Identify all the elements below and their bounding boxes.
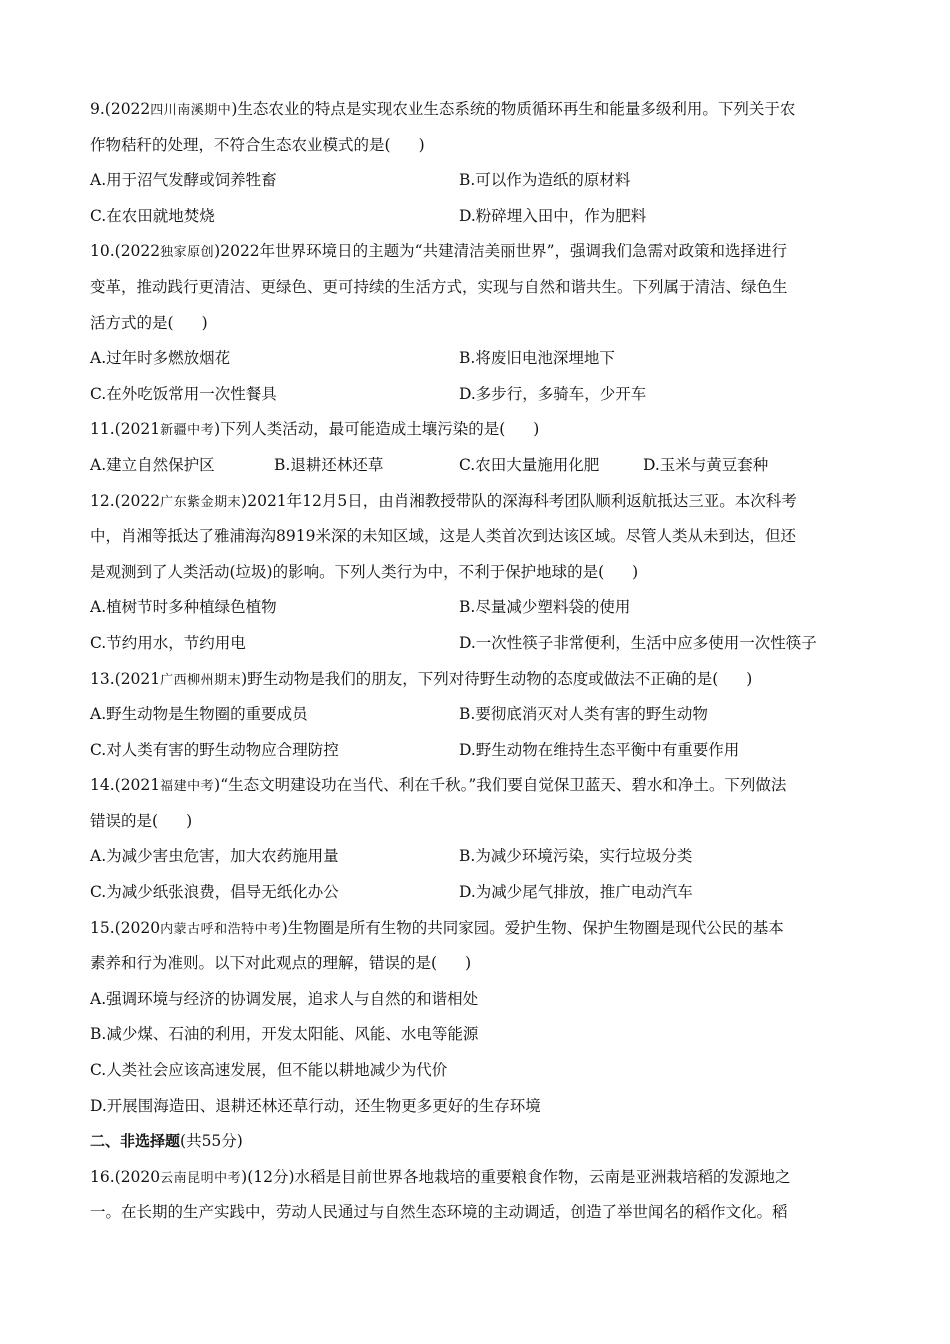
q12-bracket-close: ) bbox=[632, 562, 639, 581]
q13-source: 广西柳州期末 bbox=[160, 672, 242, 688]
q9-bracket-close: ) bbox=[418, 135, 425, 154]
q9-stem-text1: )生态农业的特点是实现农业生态系统的物质循环再生和能量多级利用。下列关于农 bbox=[231, 100, 796, 118]
q9-stem-line2 bbox=[90, 128, 860, 164]
q15-option-d-line bbox=[90, 1089, 860, 1125]
q10-stem-line2 bbox=[90, 270, 860, 306]
q13-stem-line1 bbox=[90, 662, 860, 698]
q10-options-row2 bbox=[90, 377, 860, 413]
q13-options-row1 bbox=[90, 697, 860, 733]
q15-option-d: D.开展围海造田、退耕还林还草行动，还生物更多更好的生存环境 bbox=[90, 1096, 541, 1115]
q15-option-c: C.人类社会应该高速发展，但不能以耕地减少为代价 bbox=[90, 1061, 448, 1080]
q13-option-a: A.野生动物是生物圈的重要成员 bbox=[90, 705, 308, 724]
q14-stem-line1 bbox=[90, 768, 860, 804]
q9-stem-text2: 作物秸秆的处理，不符合生态农业模式的是( bbox=[90, 135, 391, 154]
q15-option-c-line bbox=[90, 1053, 860, 1089]
q16-source: 云南昆明中考 bbox=[160, 1170, 242, 1186]
q10-options-row1 bbox=[90, 341, 860, 377]
q10-stem-line3 bbox=[90, 306, 860, 342]
q11-stem-text1: )下列人类活动，最可能造成土壤污染的是( bbox=[214, 420, 506, 439]
q13-number: 13.(2021 bbox=[90, 669, 161, 688]
q11-options-row bbox=[90, 448, 860, 484]
q12-options-row1 bbox=[90, 590, 860, 626]
q10-option-c: C.在外吃饭常用一次性餐具 bbox=[90, 384, 277, 403]
q11-option-b: B.退耕还林还草 bbox=[274, 455, 384, 474]
q15-option-b: B.减少煤、石油的利用，开发太阳能、风能、水电等能源 bbox=[90, 1025, 479, 1044]
q13-option-b: B.要彻底消灭对人类有害的野生动物 bbox=[459, 705, 708, 724]
q14-stem-text2: 错误的是( bbox=[90, 811, 159, 830]
q12-option-c: C.节约用水，节约用电 bbox=[90, 633, 246, 652]
q16-number: 16.(2020 bbox=[90, 1167, 161, 1186]
q14-option-d: D.为减少尾气排放，推广电动汽车 bbox=[459, 883, 693, 902]
q12-stem-text3: 是观测到了人类活动(垃圾)的影响。下列人类行为中，不利于保护地球的是( bbox=[90, 562, 605, 581]
q10-bracket-close: ) bbox=[201, 313, 208, 332]
q9-option-c: C.在农田就地焚烧 bbox=[90, 206, 215, 225]
q11-source: 新疆中考 bbox=[160, 423, 215, 439]
q15-source: 内蒙古呼和浩特中考 bbox=[160, 921, 282, 937]
q12-option-b: B.尽量减少塑料袋的使用 bbox=[459, 598, 631, 617]
q10-stem-text3: 活方式的是( bbox=[90, 313, 174, 332]
q16-stem-text2: 一。在长期的生产实践中，劳动人民通过与自然生态环境的主动调适，创造了举世闻名的稻作文化。稻 bbox=[90, 1203, 788, 1222]
q13-option-d: D.野生动物在维持生态平衡中有重要作用 bbox=[459, 740, 740, 759]
q12-stem-line2 bbox=[90, 519, 860, 555]
q14-source: 福建中考 bbox=[160, 779, 215, 795]
q14-stem-line2 bbox=[90, 804, 860, 840]
q15-number: 15.(2020 bbox=[90, 918, 161, 937]
q14-number: 14.(2021 bbox=[90, 776, 161, 795]
q9-option-a: A.用于沼气发酵或饲养牲畜 bbox=[90, 171, 277, 190]
q12-stem-text2: 中，肖湘等抵达了雅浦海沟8919米深的未知区域，这是人类首次到达该区域。尽管人类从未到达，但还 bbox=[90, 527, 796, 546]
q10-option-a: A.过年时多燃放烟花 bbox=[90, 349, 231, 368]
q11-number: 11.(2021 bbox=[90, 420, 161, 439]
q14-options-row1 bbox=[90, 839, 860, 875]
q10-number: 10.(2022 bbox=[90, 242, 161, 261]
q14-option-c: C.为减少纸张浪费，倡导无纸化办公 bbox=[90, 883, 339, 902]
q15-stem-text1: )生物圈是所有生物的共同家园。爱护生物、保护生物圈是现代公民的基本 bbox=[281, 918, 784, 937]
q9-number: 9.(2022 bbox=[90, 100, 151, 118]
q9-source: 四川南溪期中 bbox=[150, 103, 232, 118]
q15-stem-text2: 素养和行为准则。以下对此观点的理解，错误的是( bbox=[90, 954, 438, 973]
q14-bracket-close: ) bbox=[186, 811, 193, 830]
q13-options-row2 bbox=[90, 733, 860, 769]
q10-option-b: B.将废旧电池深埋地下 bbox=[459, 349, 615, 368]
q15-bracket-close: ) bbox=[465, 954, 472, 973]
q13-bracket-close: ) bbox=[746, 669, 753, 688]
q15-option-a: A.强调环境与经济的协调发展，追求人与自然的和谐相处 bbox=[90, 989, 479, 1008]
section-score: (共55分) bbox=[180, 1132, 243, 1151]
q9-options-row1 bbox=[90, 163, 860, 199]
q10-stem-text1: )2022年世界环境日的主题为“共建清洁美丽世界”，强调我们急需对政策和选择进行 bbox=[214, 242, 788, 261]
q12-option-a: A.植树节时多种植绿色植物 bbox=[90, 598, 277, 617]
q13-stem-text1: )野生动物是我们的朋友，下列对待野生动物的态度或做法不正确的是( bbox=[241, 669, 719, 688]
q15-stem-line2 bbox=[90, 946, 860, 982]
q16-stem-line2 bbox=[90, 1195, 860, 1231]
q15-option-b-line bbox=[90, 1017, 860, 1053]
q14-option-b: B.为减少环境污染，实行垃圾分类 bbox=[459, 847, 693, 866]
q12-stem-line1 bbox=[90, 484, 860, 520]
q11-option-d: D.玉米与黄豆套种 bbox=[643, 455, 769, 474]
q9-stem-line1 bbox=[90, 92, 860, 128]
q15-option-a-line bbox=[90, 982, 860, 1018]
q9-option-d: D.粉碎埋入田中，作为肥料 bbox=[459, 206, 647, 225]
q14-option-a: A.为减少害虫危害，加大农药施用量 bbox=[90, 847, 339, 866]
q9-option-b: B.可以作为造纸的原材料 bbox=[459, 171, 631, 190]
q16-stem-line1 bbox=[90, 1160, 860, 1196]
q12-option-d: D.一次性筷子非常便利，生活中应多使用一次性筷子 bbox=[459, 633, 817, 652]
q14-stem-text1: )“生态文明建设功在当代、利在千秋。”我们要自觉保卫蓝天、碧水和净土。下列做法 bbox=[214, 776, 787, 795]
q11-option-c: C.农田大量施用化肥 bbox=[459, 455, 600, 474]
q11-option-a: A.建立自然保护区 bbox=[90, 455, 215, 474]
q10-stem-line1 bbox=[90, 234, 860, 270]
q9-options-row2 bbox=[90, 199, 860, 235]
q10-option-d: D.多步行，多骑车，少开车 bbox=[459, 384, 647, 403]
q12-options-row2 bbox=[90, 626, 860, 662]
q12-stem-line3 bbox=[90, 555, 860, 591]
q16-stem-text1: )(12分)水稻是目前世界各地栽培的重要粮食作物，云南是亚洲栽培稻的发源地之 bbox=[241, 1167, 791, 1186]
q12-number: 12.(2022 bbox=[90, 491, 161, 510]
q14-options-row2 bbox=[90, 875, 860, 911]
q11-stem-line1 bbox=[90, 412, 860, 448]
section-heading bbox=[90, 1124, 860, 1160]
q12-source: 广东紫金期末 bbox=[160, 494, 242, 510]
exam-page bbox=[90, 92, 860, 1231]
q10-source: 独家原创 bbox=[160, 245, 215, 261]
q12-stem-text1: )2021年12月5日，由肖湘教授带队的深海科考团队顺利返航抵达三亚。本次科考 bbox=[241, 491, 797, 510]
q15-stem-line1 bbox=[90, 911, 860, 947]
q13-option-c: C.对人类有害的野生动物应合理防控 bbox=[90, 740, 339, 759]
q11-bracket-close: ) bbox=[533, 420, 540, 439]
section-title: 二、非选择题 bbox=[90, 1132, 181, 1151]
q10-stem-text2: 变革，推动践行更清洁、更绿色、更可持续的生活方式，实现与自然和谐共生。下列属于清洁、绿色生 bbox=[90, 277, 788, 296]
